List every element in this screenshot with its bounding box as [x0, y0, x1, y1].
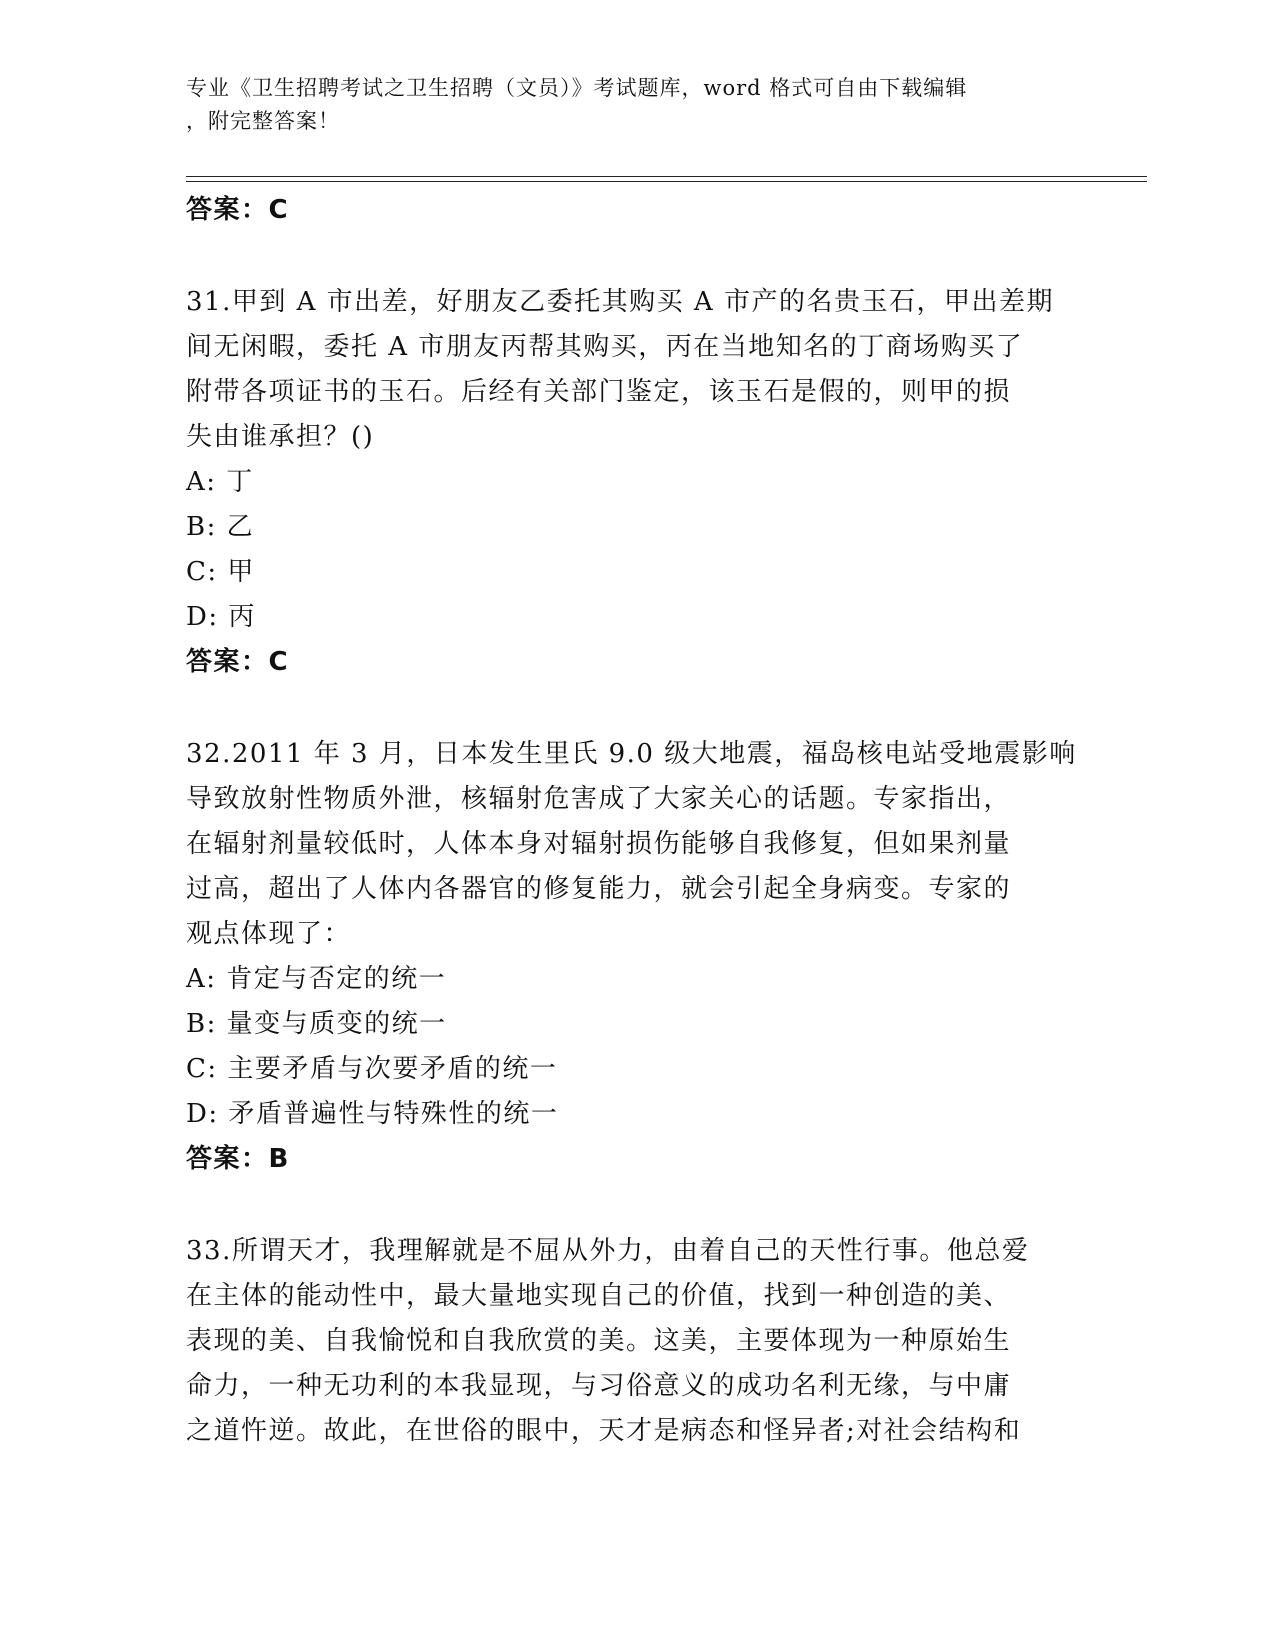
question-text-line: 导致放射性物质外泄，核辐射危害成了大家关心的话题。专家指出， — [186, 784, 1012, 814]
option-d: D: 矛盾普遍性与特殊性的统一 — [186, 1099, 559, 1129]
answer-label: 答案：C — [186, 195, 290, 225]
question-text-line: 32.2011 年 3 月，日本发生里氏 9.0 级大地震，福岛核电站受地震影响 — [186, 739, 1077, 769]
spacer — [186, 233, 1086, 280]
question-content — [186, 188, 1086, 1454]
header-line-2: ，附完整答案！ — [186, 109, 340, 133]
option-c: C: 主要矛盾与次要矛盾的统一 — [186, 1054, 558, 1084]
document-header — [186, 72, 1066, 138]
question-text-line: 31.甲到 A 市出差，好朋友乙委托其购买 A 市产的名贵玉石，甲出差期 — [186, 287, 1054, 317]
spacer — [186, 685, 1086, 732]
question-text-line: 命力，一种无功利的本我显现，与习俗意义的成功名利无缘，与中庸 — [186, 1371, 1012, 1401]
option-d: D: 丙 — [186, 602, 256, 632]
header-rule — [186, 176, 1147, 177]
question-text-line: 过高，超出了人体内各器官的修复能力，就会引起全身病变。专家的 — [186, 874, 1012, 904]
question-text-line: 间无闲暇，委托 A 市朋友丙帮其购买，丙在当地知名的丁商场购买了 — [186, 332, 1024, 362]
option-b: B: 乙 — [186, 512, 255, 542]
question-text-line: 33.所谓天才，我理解就是不屈从外力，由着自己的天性行事。他总爱 — [186, 1236, 1030, 1266]
question-text-line: 之道忤逆。故此，在世俗的眼中，天才是病态和怪异者;对社会结构和 — [186, 1416, 1022, 1446]
header-rule-secondary — [186, 181, 1147, 182]
option-b: B: 量变与质变的统一 — [186, 1009, 447, 1039]
question-text-line: 表现的美、自我愉悦和自我欣赏的美。这美，主要体现为一种原始生 — [186, 1326, 1012, 1356]
question-text-line: 失由谁承担？() — [186, 422, 375, 452]
answer-label: 答案：C — [186, 647, 290, 677]
question-33 — [186, 1229, 1086, 1454]
option-a: A: 肯定与否定的统一 — [186, 964, 447, 994]
answer-label: 答案：B — [186, 1144, 290, 1174]
question-text-line: 在辐射剂量较低时，人体本身对辐射损伤能够自我修复，但如果剂量 — [186, 829, 1012, 859]
header-line-1: 专业《卫生招聘考试之卫生招聘（文员）》考试题库，word 格式可自由下载编辑 — [186, 76, 968, 100]
question-text-line: 观点体现了： — [186, 919, 352, 949]
spacer — [186, 1182, 1086, 1229]
question-31 — [186, 280, 1086, 685]
question-32 — [186, 732, 1086, 1182]
question-text-line: 附带各项证书的玉石。后经有关部门鉴定，该玉石是假的，则甲的损 — [186, 377, 1012, 407]
option-c: C: 甲 — [186, 557, 255, 587]
option-a: A: 丁 — [186, 467, 254, 497]
question-text-line: 在主体的能动性中，最大量地实现自己的价值，找到一种创造的美、 — [186, 1281, 1012, 1311]
